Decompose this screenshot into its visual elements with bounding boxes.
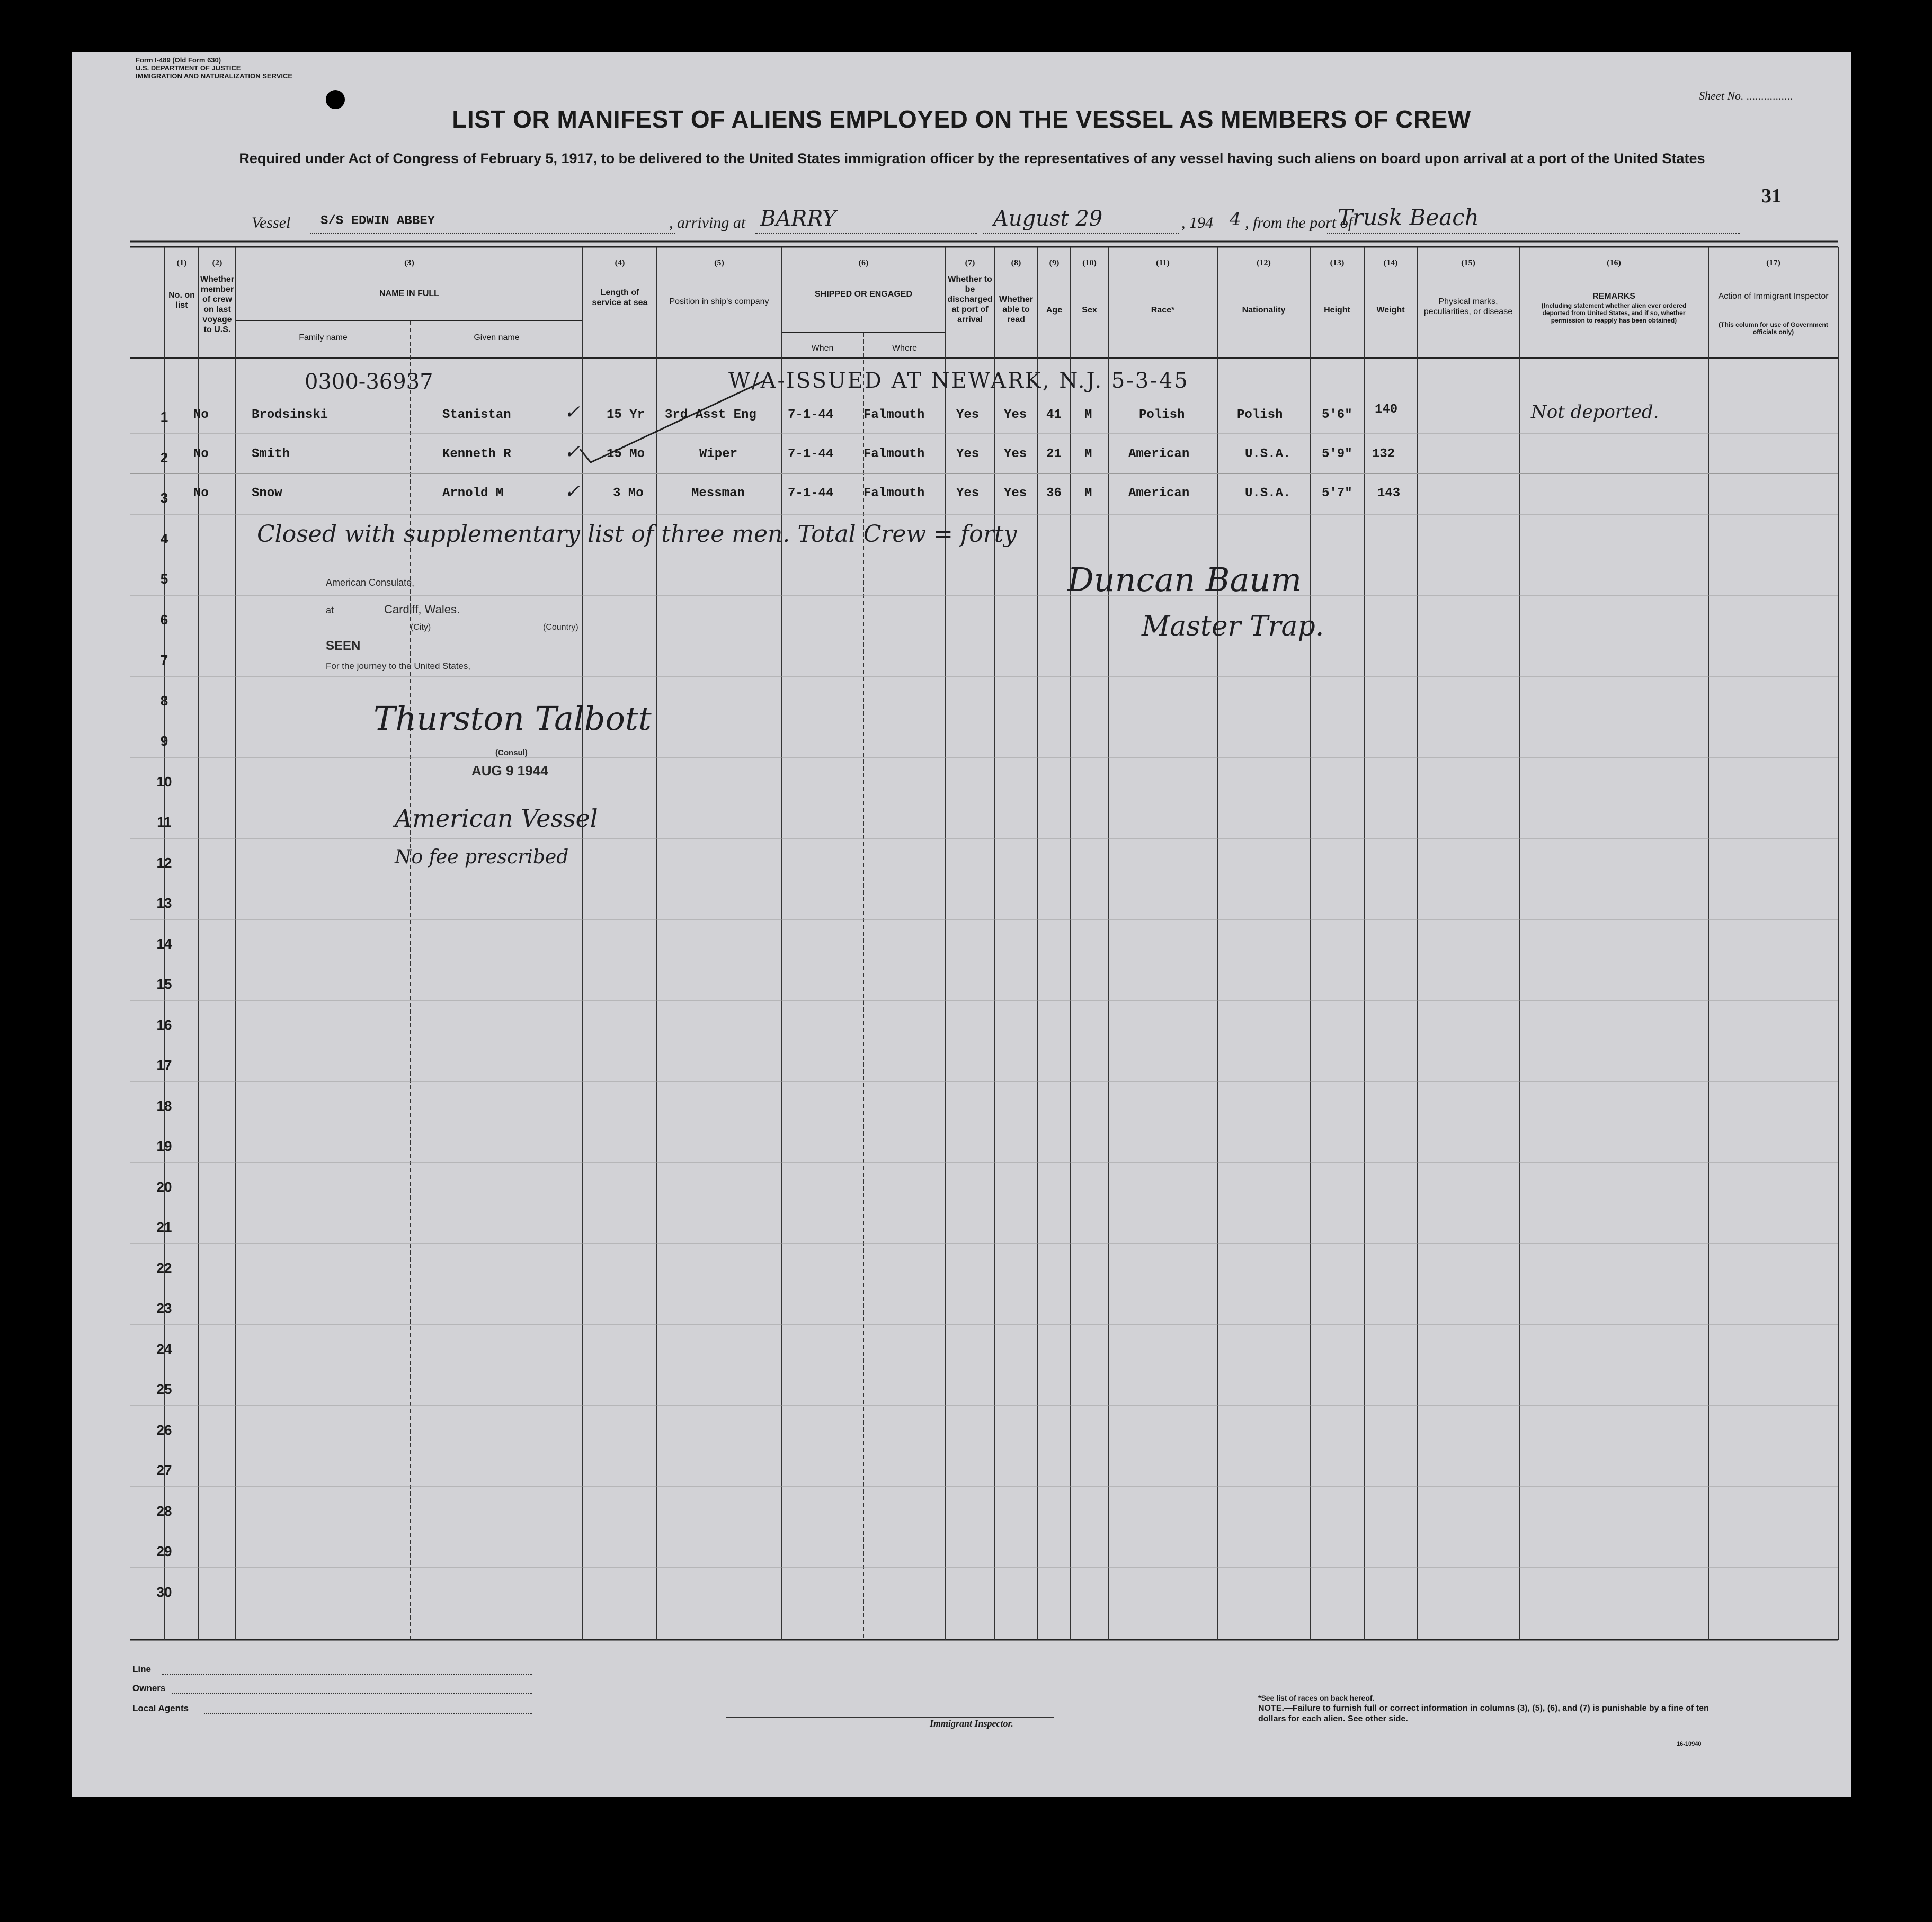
manifest-sheet (72, 52, 1851, 1797)
row-number: 20 (156, 1178, 172, 1195)
row-number: 24 (156, 1340, 172, 1357)
row-number: 5 (160, 571, 168, 587)
col-header-position: Position in ship's company (669, 297, 769, 306)
arriving-port: BARRY (760, 207, 836, 231)
row-number: 30 (156, 1584, 172, 1600)
col-num: (3) (404, 258, 414, 267)
col-num: (14) (1383, 258, 1398, 267)
stamp-seen: SEEN (326, 639, 361, 653)
cell-last-voyage: No (193, 447, 209, 461)
cell-weight: 143 (1377, 486, 1401, 500)
col-header-name: NAME IN FULL (379, 289, 439, 298)
col-subheader-family: Family name (299, 333, 348, 342)
consul-signature: Thurston Talbott (373, 699, 652, 738)
year-label: , 194 (1181, 214, 1213, 231)
col-num: (12) (1257, 258, 1271, 267)
from-port: Trusk Beach (1338, 204, 1479, 230)
tick-mark: ✓ (564, 401, 581, 423)
col-header-race: Race* (1151, 306, 1175, 315)
stamp-city: Cardiff, Wales. (384, 603, 460, 616)
cell-remarks: Not deported. (1531, 401, 1659, 423)
cell-height: 5'6" (1322, 408, 1352, 422)
cell-given-name: Stanistan (442, 408, 511, 422)
row-number: 25 (156, 1381, 172, 1397)
row-number: 11 (157, 814, 172, 830)
cell-position: Wiper (699, 447, 738, 461)
cell-where: Falmouth (863, 408, 925, 422)
row-number: 3 (160, 490, 168, 506)
cell-sex: M (1084, 486, 1092, 500)
cell-discharged: Yes (956, 408, 980, 422)
row-number: 6 (160, 611, 168, 628)
row-number: 19 (156, 1138, 172, 1154)
department: U.S. DEPARTMENT OF JUSTICE (136, 64, 241, 72)
supplementary-note: Closed with supplementary list of three men. Total Crew = forty (257, 521, 1017, 548)
col-num: (11) (1156, 258, 1170, 267)
row-number: 7 (160, 652, 168, 668)
col-num: (16) (1607, 258, 1621, 267)
american-vessel-note: American Vessel (395, 804, 598, 833)
col-num: (13) (1330, 258, 1345, 267)
row-number: 18 (156, 1097, 172, 1114)
col-subheader-where: Where (892, 344, 918, 353)
footer-penalty-note: NOTE.—Failure to furnish full or correct information in columns (3), (5), (6), and (7) is punishable by a fine of ten dollars for each alien. See other side. (1258, 1704, 1709, 1723)
col-num: (4) (615, 258, 625, 267)
cell-nationality: Polish (1237, 408, 1283, 422)
row-number: 13 (156, 895, 172, 911)
col-header-physical-marks: Physical marks, peculiarities, or disease (1423, 297, 1513, 316)
col-header-read: Whether able to read (999, 295, 1033, 324)
row-number: 4 (160, 530, 168, 547)
cell-last-voyage: No (193, 486, 209, 500)
file-number: 0300-36937 (305, 370, 433, 394)
col-num: (10) (1082, 258, 1097, 267)
col-subheader-given: Given name (474, 333, 520, 342)
col-header-shipped: SHIPPED OR ENGAGED (814, 290, 913, 299)
cell-sex: M (1084, 408, 1092, 422)
stamp-at: at (326, 605, 334, 615)
cell-family-name: Brodsinski (252, 408, 328, 422)
master-signature: Duncan Baum (1067, 560, 1302, 599)
row-number: 17 (156, 1057, 172, 1073)
cell-weight: 140 (1375, 403, 1398, 417)
stamp-country-label: (Country) (543, 623, 578, 632)
wa-note: W/A-ISSUED AT NEWARK, N.J. 5-3-45 (728, 369, 1189, 393)
row-number: 26 (156, 1422, 172, 1438)
footer-races-note: *See list of races on back hereof. (1258, 1694, 1375, 1702)
arriving-label: , arriving at (669, 214, 746, 231)
from-port-label: , from the port of (1245, 214, 1353, 231)
col-header-weight: Weight (1376, 306, 1405, 315)
cell-position: 3rd Asst Eng (665, 408, 756, 422)
cell-when: 7-1-44 (788, 408, 834, 422)
footer-line-label: Line (132, 1664, 151, 1674)
row-number: 29 (156, 1543, 172, 1559)
row-number: 22 (156, 1259, 172, 1276)
col-num: (5) (714, 258, 724, 267)
cell-discharged: Yes (956, 447, 980, 461)
row-number: 2 (160, 449, 168, 466)
cell-last-voyage: No (193, 408, 209, 422)
cell-race: American (1128, 486, 1190, 500)
stamp-consul-label: (Consul) (495, 748, 528, 757)
row-number: 1 (160, 409, 168, 425)
cell-when: 7-1-44 (788, 447, 834, 461)
cell-race: American (1128, 447, 1190, 461)
col-header-action: Action of Immigrant Inspector (1718, 292, 1829, 301)
row-number: 14 (156, 935, 172, 952)
footer-owners-label: Owners (132, 1683, 166, 1693)
cell-height: 5'9" (1322, 447, 1352, 461)
row-number: 16 (156, 1016, 172, 1033)
cell-service: 3 Mo (613, 486, 644, 500)
col-header-height: Height (1324, 306, 1350, 315)
cell-given-name: Kenneth R (442, 447, 511, 461)
cell-given-name: Arnold M (442, 486, 504, 500)
cell-age: 41 (1046, 408, 1062, 422)
col-num: (2) (212, 258, 222, 267)
cell-weight: 132 (1372, 447, 1395, 461)
col-header-age: Age (1046, 306, 1063, 315)
cell-read: Yes (1004, 408, 1027, 422)
col-num: (6) (858, 258, 869, 267)
col-subheader-action-note: (This column for use of Government officials only) (1719, 321, 1828, 336)
col-num: (9) (1049, 258, 1060, 267)
row-number: 27 (156, 1462, 172, 1478)
footer-inspector-label: Immigrant Inspector. (930, 1718, 1014, 1729)
col-header-remarks: REMARKS (1592, 292, 1635, 301)
cell-family-name: Snow (252, 486, 282, 500)
cell-family-name: Smith (252, 447, 290, 461)
checkmark-lines (575, 370, 776, 476)
cell-sex: M (1084, 447, 1092, 461)
row-number: 15 (156, 976, 172, 992)
cell-when: 7-1-44 (788, 486, 834, 500)
cell-service: 15 Yr (607, 408, 645, 422)
cell-race: Polish (1139, 408, 1185, 422)
col-num: (7) (965, 258, 975, 267)
col-subheader-remarks-note: (Including statement whether alien ever ordered deported from United States, and if so, whether permission to reapply has been obtained) (1541, 302, 1687, 324)
tick-mark: ✓ (564, 441, 581, 463)
no-fee-note: No fee prescribed (395, 846, 569, 868)
cell-age: 21 (1046, 447, 1062, 461)
row-number: 12 (156, 854, 172, 871)
sheet-number-label: Sheet No. (1699, 89, 1744, 102)
row-number: 28 (156, 1503, 172, 1519)
cell-nationality: U.S.A. (1245, 486, 1291, 500)
vessel-label: Vessel (252, 214, 291, 231)
arrival-date: August 29 (993, 207, 1103, 231)
document-subtitle: Required under Act of Congress of February 5, 1917, to be delivered to the United States immigration officer by the representatives of any vessel having such aliens on board upon arrival at a port of the United States (239, 150, 1705, 166)
row-number: 9 (160, 733, 168, 749)
sheet-number: Sheet No. ................ (1699, 89, 1793, 102)
service: IMMIGRATION AND NATURALIZATION SERVICE (136, 72, 293, 80)
col-num: (15) (1461, 258, 1475, 267)
cell-read: Yes (1004, 486, 1027, 500)
col-header-nationality: Nationality (1242, 306, 1286, 315)
vessel-name: S/S EDWIN ABBEY (320, 214, 435, 228)
stamp-date: AUG 9 1944 (471, 763, 548, 779)
row-number: 8 (160, 692, 168, 709)
tick-mark: ✓ (564, 481, 581, 503)
year-digit: 4 (1230, 209, 1241, 230)
cell-where: Falmouth (863, 486, 925, 500)
cell-discharged: Yes (956, 486, 980, 500)
cell-nationality: U.S.A. (1245, 447, 1291, 461)
col-num: (17) (1766, 258, 1780, 267)
stamp-journey: For the journey to the United States, (326, 661, 471, 671)
stamp-consulate: American Consulate, (326, 577, 415, 588)
col-header-no: No. on list (168, 291, 195, 310)
col-num: (1) (176, 258, 187, 267)
document-title: LIST OR MANIFEST OF ALIENS EMPLOYED ON THE VESSEL AS MEMBERS OF CREW (452, 105, 1471, 133)
footer-agents-label: Local Agents (132, 1703, 189, 1713)
col-header-sex: Sex (1082, 306, 1097, 315)
form-number: Form I-489 (Old Form 630) (136, 56, 221, 64)
col-num: (8) (1011, 258, 1021, 267)
cell-position: Messman (691, 486, 745, 500)
cell-where: Falmouth (863, 447, 925, 461)
row-number: 10 (156, 773, 172, 790)
page-number: 31 (1761, 185, 1782, 207)
row-number: 21 (156, 1219, 172, 1235)
col-subheader-when: When (811, 344, 834, 353)
row-number: 23 (156, 1300, 172, 1316)
cell-height: 5'7" (1322, 486, 1352, 500)
cell-age: 36 (1046, 486, 1062, 500)
col-header-service: Length of service at sea (592, 288, 648, 307)
stamp-city-label: (City) (411, 623, 431, 632)
footer-print-code: 16-10940 (1677, 1741, 1702, 1747)
cell-read: Yes (1004, 447, 1027, 461)
col-header-last-voyage: Whether member of crew on last voyage to U.S. (200, 275, 234, 334)
master-title: Master Trap. (1142, 611, 1324, 642)
col-header-discharged: Whether to be discharged at port of arrival (947, 275, 993, 324)
cell-service: 15 Mo (607, 447, 645, 461)
